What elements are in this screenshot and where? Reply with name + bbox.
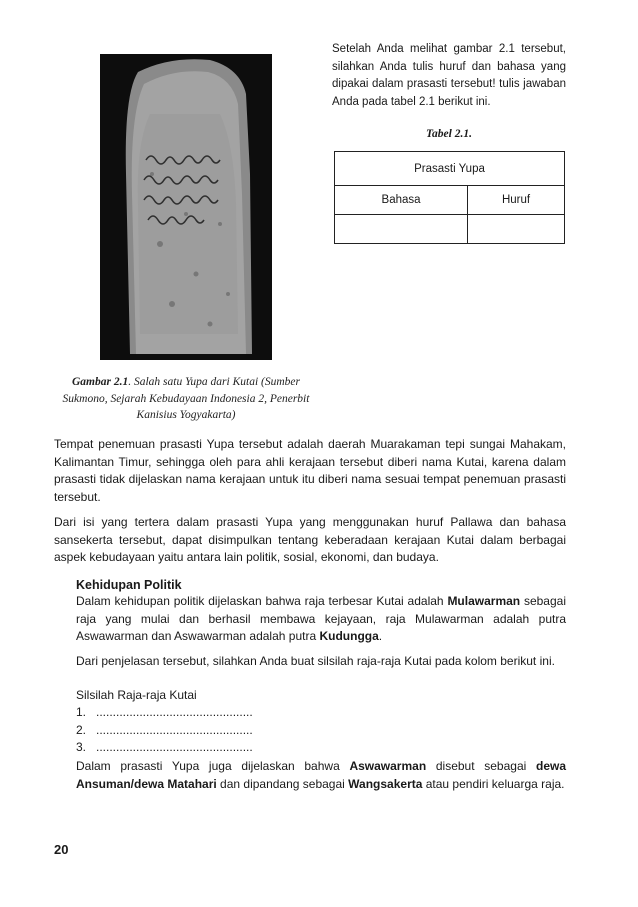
asw-text-e: dan dipandang sebagai (216, 776, 349, 791)
paragraph-2: Dari isi yang tertera dalam prasasti Yupa yang menggunakan huruf Pallawa dan bahasa sansekerta tersebut, dapat disimpulkan tentang keberadaan kerajaan Kutai dalam berbagai aspek kebudayaan yaitu antara lain politik, sosial, ekonomi, dan budaya. (54, 515, 566, 564)
paragraph-1: Tempat penemuan prasasti Yupa tersebut adalah daerah Muarakaman tepi sungai Mahakam, Kalimantan Timur, sehingga oleh para ahli kerajaan tersebut diberi nama Kutai, karena dalam prasasti tidak dijelaskan nama kerajaan untuk itu diberi nama sesuai tempat penemuan prasasti tersebut. (54, 437, 566, 504)
list-item-number: 3. (76, 740, 87, 754)
list-item[interactable] (76, 722, 253, 740)
figure-caption-text: . Salah satu Yupa dari Kutai (Sumber Sukmono, Sejarah Kebudayaan Indonesia 2, Penerbit Kanisius Yogyakarta) (62, 376, 310, 421)
aswawarman-bold: Aswawarman (349, 759, 427, 773)
list-item[interactable] (76, 704, 253, 722)
list-item-blank: ............................................... (96, 722, 253, 737)
wangsakerta-bold: Wangsakerta (348, 776, 423, 791)
figure-label: Gambar 2.1 (71, 376, 129, 388)
list-item-number: 1. (76, 705, 87, 719)
asw-text-c: disebut sebagai (426, 759, 536, 773)
mulawarman-bold: Mulawarman (447, 594, 521, 608)
politics-text-a: Dalam kehidupan politik dijelaskan bahwa raja terbesar Kutai adalah (76, 594, 448, 608)
asw-text-a: Dalam prasasti Yupa juga dijelaskan bahwa (76, 759, 350, 773)
list-item-blank: ............................................... (96, 740, 253, 754)
aswawarman-paragraph (76, 758, 566, 793)
silsilah-list (76, 704, 253, 757)
politics-text-e: . (378, 629, 383, 643)
kudungga-bold: Kudungga (319, 629, 379, 643)
intro-text: Setelah Anda melihat gambar 2.1 tersebut, silahkan Anda tulis huruf dan bahasa yang dipakai dalam prasasti tersebut! tulis jawaban Anda pada tabel 2.1 berikut ini. (332, 43, 566, 108)
asw-text-g: atau pendiri keluarga raja. (422, 776, 565, 791)
table-col-huruf: Huruf (468, 186, 565, 215)
table-cell-huruf[interactable] (468, 215, 565, 244)
instruction-paragraph: Dari penjelasan tersebut, silahkan Anda buat silsilah raja-raja Kutai pada kolom berikut ini. (76, 654, 555, 668)
politics-text-c: sebagai raja yang mulai dan berhasil membawa kejayaan, raja Mulawarman adalah putra Aswawarman dan Aswawarman adalah putra (76, 594, 566, 643)
table-cell-bahasa[interactable] (335, 215, 468, 244)
dewa-bold: dewa Ansuman/dewa Matahari (76, 759, 566, 791)
prasasti-table (334, 151, 565, 244)
list-item[interactable] (76, 739, 253, 757)
list-item-number: 2. (76, 722, 87, 737)
section-heading: Kehidupan Politik (76, 578, 182, 592)
table-title: Tabel 2.1. (426, 128, 472, 140)
table-col-bahasa: Bahasa (335, 186, 468, 215)
figure-caption (62, 374, 310, 424)
list-item-blank: ............................................... (96, 705, 253, 719)
table-header: Prasasti Yupa (335, 152, 565, 186)
politics-paragraph (76, 593, 566, 646)
yupa-photo (100, 54, 272, 360)
list-title: Silsilah Raja-raja Kutai (76, 688, 197, 702)
page-number: 20 (54, 842, 69, 857)
